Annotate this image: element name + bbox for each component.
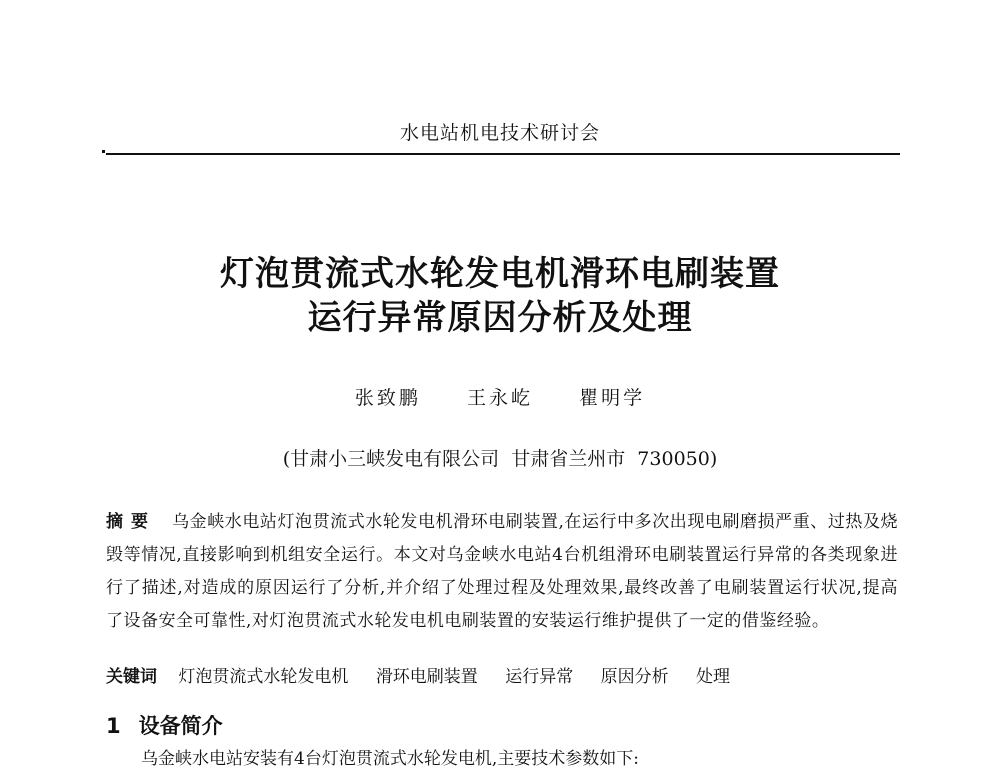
- section-title: 设备简介: [138, 714, 223, 738]
- header-rule-dot: [102, 150, 105, 153]
- abstract-label: 摘要: [106, 512, 157, 532]
- running-header: 水电站机电技术研讨会: [399, 122, 600, 144]
- keyword-item: 运行异常: [505, 667, 574, 687]
- section-number: 1: [106, 714, 121, 738]
- keyword-item: 处理: [696, 667, 731, 687]
- abstract-text: 乌金峡水电站灯泡贯流式水轮发电机滑环电刷装置,在运行中多次出现电刷磨损严重、过热及烧毁等情况,直接影响到机组安全运行。本文对乌金峡水电站4台机组滑环电刷装置运行异常的各类现象进行了描述,对造成的原因运行了分析,并介绍了处理过程及处理效果,最终改善了电刷装置运行状况,提高了设备安全可靠性,对灯泡贯流式水轮发电机电刷装置的安装运行维护提供了一定的借鉴经验。: [106, 512, 899, 631]
- abstract: [106, 506, 898, 638]
- paper-title-line-1: 灯泡贯流式水轮发电机滑环电刷装置: [220, 254, 780, 294]
- keyword-item: 灯泡贯流式水轮发电机: [178, 667, 349, 687]
- authors: 张致鹏 王永屹 瞿明学: [354, 387, 646, 409]
- section-heading: [106, 710, 898, 740]
- keyword-item: 滑环电刷装置: [375, 667, 478, 687]
- keywords-label: 关键词: [106, 667, 157, 687]
- affiliation: (甘肃小三峡发电有限公司 甘肃省兰州市 730050): [282, 448, 718, 470]
- paper-title-line-2: 运行异常原因分析及处理: [307, 298, 693, 338]
- header-rule: [106, 153, 900, 155]
- keywords: [106, 665, 898, 689]
- section-body-text: 乌金峡水电站安装有4台灯泡贯流式水轮发电机,主要技术参数如下:: [141, 749, 639, 769]
- keyword-item: 原因分析: [600, 667, 669, 687]
